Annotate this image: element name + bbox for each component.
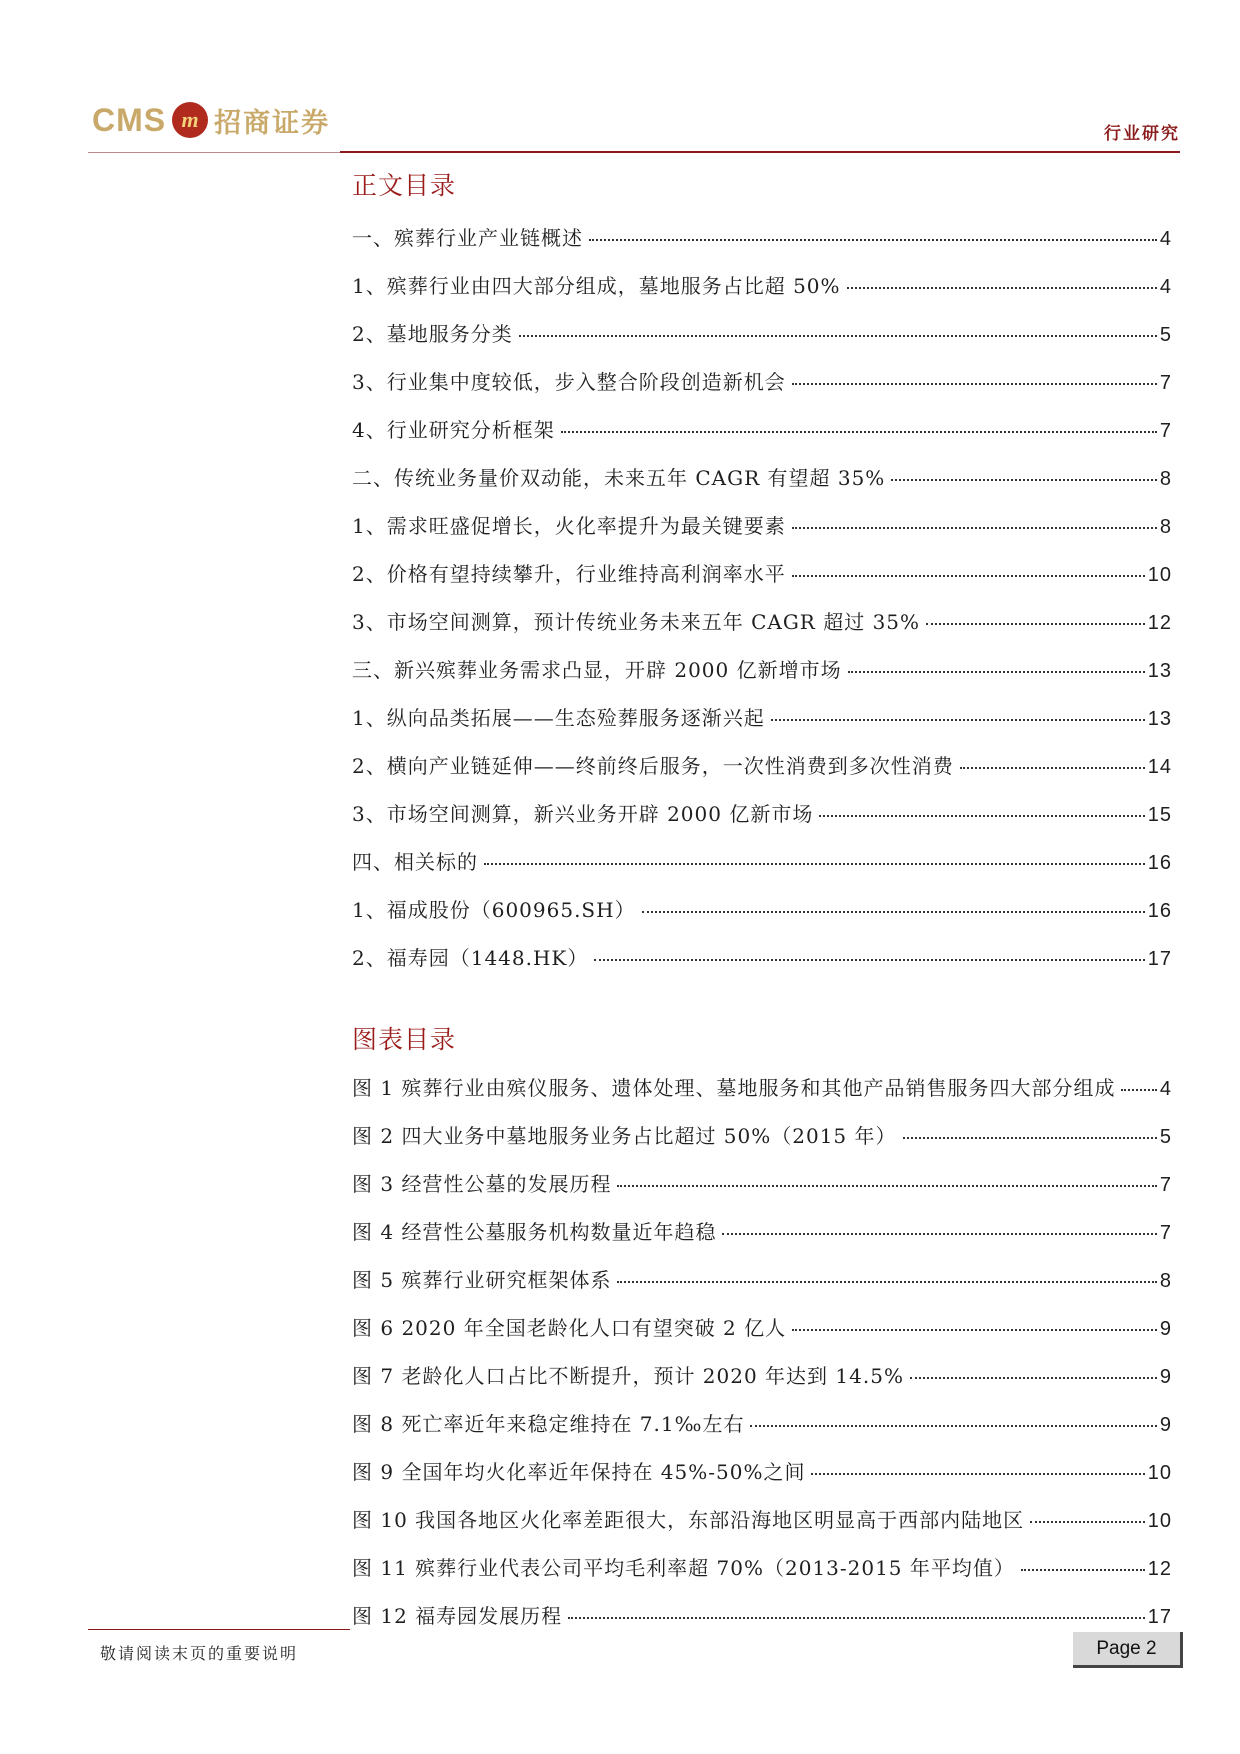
figure-entry-page-number: 9 [1159,1414,1172,1436]
toc-entry-page-number: 16 [1147,900,1172,922]
figure-entry-label: 图 6 2020 年全国老龄化人口有望突破 2 亿人 [352,1316,787,1340]
figure-entry-page-number: 4 [1159,1078,1172,1100]
toc-entry-page-number: 15 [1147,804,1172,826]
toc-entry[interactable] [352,414,1172,462]
figure-entry-page-number: 10 [1147,1510,1172,1532]
toc-entry-page-number: 8 [1159,468,1172,490]
footer-divider [88,1629,350,1630]
dot-leader [1030,1521,1145,1523]
figure-entry-label: 图 12 福寿园发展历程 [352,1604,563,1628]
logo-text-en: CMS [92,101,167,138]
toc-entry[interactable] [352,750,1172,798]
toc-entry-page-number: 8 [1159,516,1172,538]
figure-entry-label: 图 8 死亡率近年来稳定维持在 7.1‰左右 [352,1412,745,1436]
toc-entry-page-number: 7 [1159,372,1172,394]
figure-entry-page-number: 10 [1147,1462,1172,1484]
toc-entry[interactable] [352,894,1172,942]
toc-entry-label: 2、横向产业链延伸——终前终后服务，一次性消费到多次性消费 [352,754,954,778]
figure-entry[interactable] [352,1552,1172,1600]
figure-entry[interactable] [352,1456,1172,1504]
dot-leader [792,575,1145,577]
toc-entry-label: 1、福成股份（600965.SH） [352,898,636,922]
toc-entry-label: 3、市场空间测算，新兴业务开辟 2000 亿新市场 [352,802,814,826]
toc-entry[interactable] [352,366,1172,414]
cms-logo [92,98,330,142]
dot-leader [750,1425,1156,1427]
toc-entry-label: 2、价格有望持续攀升，行业维持高利润率水平 [352,562,786,586]
toc-entry-page-number: 13 [1147,708,1172,730]
toc-entry-label: 1、殡葬行业由四大部分组成，墓地服务占比超 50% [352,274,841,298]
figure-entry-page-number: 9 [1159,1366,1172,1388]
toc-entry-page-number: 17 [1147,948,1172,970]
toc-entry[interactable] [352,798,1172,846]
dot-leader [792,1329,1157,1331]
toc-entry-label: 一、殡葬行业产业链概述 [352,226,583,250]
toc-entry-label: 1、需求旺盛促增长，火化率提升为最关键要素 [352,514,786,538]
figure-entry[interactable] [352,1408,1172,1456]
toc-entry-label: 四、相关标的 [352,850,478,874]
figure-entry-label: 图 3 经营性公墓的发展历程 [352,1172,612,1196]
toc-entry-label: 三、新兴殡葬业务需求凸显，开辟 2000 亿新增市场 [352,658,842,682]
toc-entry[interactable] [352,654,1172,702]
dot-leader [1021,1569,1145,1571]
figure-entry-label: 图 5 殡葬行业研究框架体系 [352,1268,612,1292]
dot-leader [910,1377,1157,1379]
figure-list [352,1072,1172,1648]
figure-entry-label: 图 10 我国各地区火化率差距很大，东部沿海地区明显高于西部内陆地区 [352,1508,1025,1532]
figure-entry[interactable] [352,1216,1172,1264]
toc-entry[interactable] [352,270,1172,318]
toc-entry-label: 2、福寿园（1448.HK） [352,946,589,970]
dot-leader [568,1617,1145,1619]
toc-entry-label: 2、墓地服务分类 [352,322,513,346]
figure-entry-page-number: 5 [1159,1126,1172,1148]
dot-leader [1121,1089,1156,1091]
toc-entry-label: 3、市场空间测算，预计传统业务未来五年 CAGR 超过 35% [352,610,921,634]
figure-entry-page-number: 17 [1147,1606,1172,1628]
figure-entry[interactable] [352,1600,1172,1648]
toc-entry-page-number: 10 [1147,564,1172,586]
dot-leader [617,1281,1156,1283]
dot-leader [891,479,1157,481]
toc-entry-page-number: 4 [1159,228,1172,250]
page-number-badge: Page 2 [1073,1632,1183,1668]
toc-entry[interactable] [352,510,1172,558]
figure-entry[interactable] [352,1072,1172,1120]
figure-entry-label: 图 1 殡葬行业由殡仪服务、遗体处理、墓地服务和其他产品销售服务四大部分组成 [352,1076,1116,1100]
logo-text-cn: 招商证券 [214,107,331,139]
dot-leader [960,767,1145,769]
dot-leader [903,1137,1157,1139]
header-divider-right [340,151,1180,153]
figure-entry[interactable] [352,1360,1172,1408]
toc-entry-label: 1、纵向品类拓展——生态殓葬服务逐渐兴起 [352,706,765,730]
header-divider-left [88,152,340,153]
toc-entry[interactable] [352,462,1172,510]
toc-entry-label: 4、行业研究分析框架 [352,418,555,442]
figure-entry[interactable] [352,1120,1172,1168]
figure-entry[interactable] [352,1312,1172,1360]
figure-entry[interactable] [352,1504,1172,1552]
toc-entry[interactable] [352,558,1172,606]
toc-entry-page-number: 12 [1147,612,1172,634]
figure-entry-label: 图 7 老龄化人口占比不断提升，预计 2020 年达到 14.5% [352,1364,904,1388]
dot-leader [617,1185,1156,1187]
toc-entry[interactable] [352,318,1172,366]
toc-entry-page-number: 13 [1147,660,1172,682]
disclaimer-note: 敬请阅读末页的重要说明 [100,1644,299,1663]
dot-leader [589,239,1157,241]
dot-leader [484,863,1145,865]
toc-entry[interactable] [352,846,1172,894]
dot-leader [811,1473,1144,1475]
figure-entry-label: 图 4 经营性公墓服务机构数量近年趋稳 [352,1220,717,1244]
figure-entry[interactable] [352,1264,1172,1312]
logo-mark-icon: m [172,102,208,138]
figure-entry-page-number: 12 [1147,1558,1172,1580]
dot-leader [792,527,1157,529]
dot-leader [819,815,1144,817]
toc-entry[interactable] [352,942,1172,990]
toc-entry-page-number: 16 [1147,852,1172,874]
figure-entry-page-number: 7 [1159,1174,1172,1196]
dot-leader [642,911,1145,913]
toc-list [352,222,1172,990]
toc-entry-page-number: 5 [1159,324,1172,346]
toc-entry-page-number: 7 [1159,420,1172,442]
figure-entry-page-number: 7 [1159,1222,1172,1244]
dot-leader [847,287,1157,289]
toc-entry-page-number: 4 [1159,276,1172,298]
dot-leader [792,383,1157,385]
dot-leader [561,431,1157,433]
toc-entry-label: 二、传统业务量价双动能，未来五年 CAGR 有望超 35% [352,466,886,490]
toc-entry[interactable] [352,606,1172,654]
dot-leader [722,1233,1156,1235]
dot-leader [926,623,1145,625]
toc-entry-label: 3、行业集中度较低，步入整合阶段创造新机会 [352,370,786,394]
figure-entry-page-number: 8 [1159,1270,1172,1292]
dot-leader [594,959,1144,961]
figure-entry-label: 图 2 四大业务中墓地服务业务占比超过 50%（2015 年） [352,1124,897,1148]
figure-entry[interactable] [352,1168,1172,1216]
dot-leader [848,671,1145,673]
figure-entry-label: 图 11 殡葬行业代表公司平均毛利率超 70%（2013-2015 年平均值） [352,1556,1015,1580]
dot-leader [771,719,1145,721]
toc-entry[interactable] [352,222,1172,270]
figure-entry-page-number: 9 [1159,1318,1172,1340]
figure-entry-label: 图 9 全国年均火化率近年保持在 45%-50%之间 [352,1460,806,1484]
toc-entry-page-number: 14 [1147,756,1172,778]
toc-entry[interactable] [352,702,1172,750]
dot-leader [519,335,1157,337]
toc-title: 正文目录 [352,171,457,200]
report-type: 行业研究 [1104,124,1180,144]
figure-list-title: 图表目录 [352,1025,457,1054]
